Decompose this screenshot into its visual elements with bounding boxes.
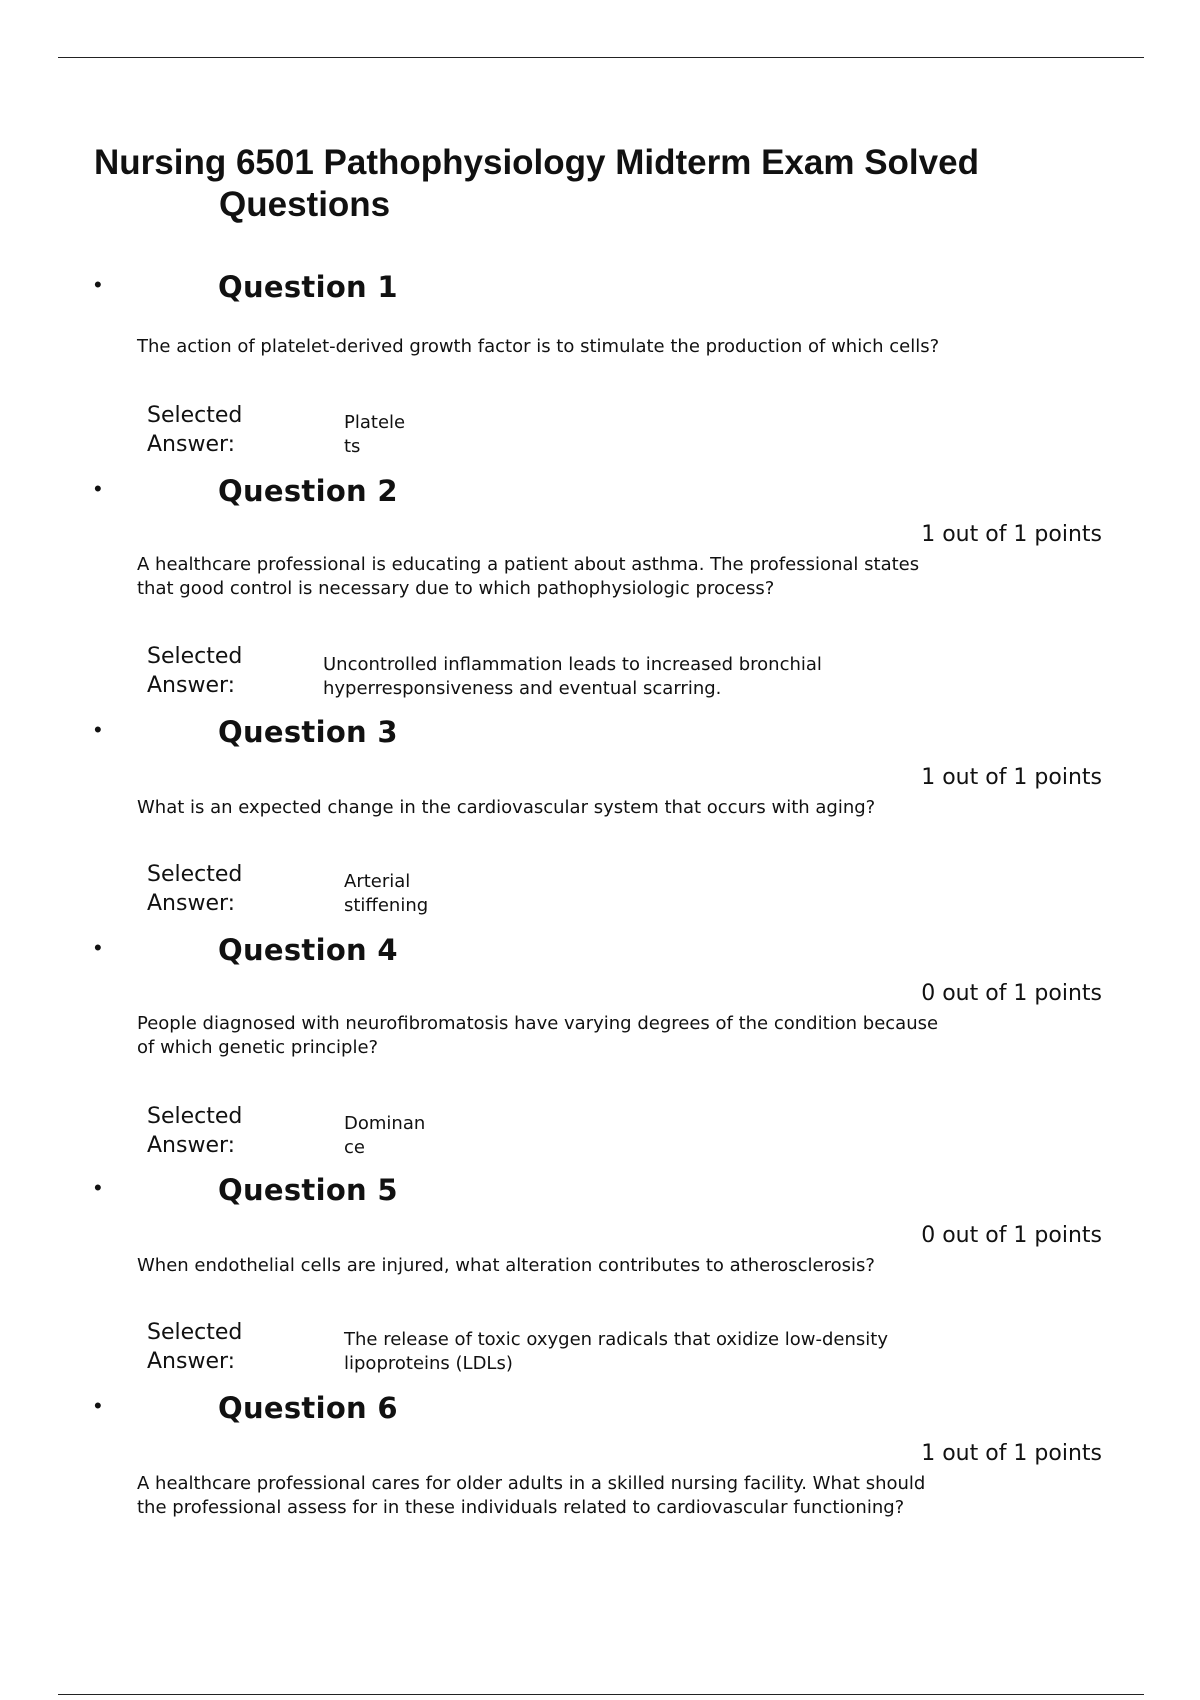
question-3-title: Question 3 <box>218 715 398 749</box>
question-3-text: What is an expected change in the cardiovascular system that occurs with aging? <box>137 797 876 818</box>
question-5-selected-label: Selected Answer: <box>147 1320 243 1374</box>
page-title-line-1: Nursing 6501 Pathophysiology Midterm Exam Solved <box>94 143 979 182</box>
question-6-points: 1 out of 1 points <box>921 1441 1102 1466</box>
question-1-selected-label: Selected Answer: <box>147 403 243 457</box>
question-2-selected-label: Selected Answer: <box>147 644 243 698</box>
page-title-line-2: Questions <box>219 185 391 224</box>
question-5-selected-answer: The release of toxic oxygen radicals that oxidize low-density lipoproteins (LDLs) <box>344 1329 888 1374</box>
question-1-selected-answer: Platele ts <box>344 412 406 457</box>
bullet: • <box>94 272 102 297</box>
question-2-text: A healthcare professional is educating a patient about asthma. The professional states that good control is necessary due to which pathophysiologic process? <box>137 554 920 599</box>
question-5-title: Question 5 <box>218 1173 398 1207</box>
bullet: • <box>94 1175 102 1200</box>
question-3-selected-answer: Arterial stiffening <box>344 871 429 916</box>
bullet: • <box>94 717 102 742</box>
question-1-title: Question 1 <box>218 270 398 304</box>
question-5-points: 0 out of 1 points <box>921 1223 1102 1248</box>
question-3-selected-label: Selected Answer: <box>147 862 243 916</box>
question-4-selected-answer: Dominan ce <box>344 1113 426 1158</box>
question-6-text: A healthcare professional cares for older adults in a skilled nursing facility. What should the professional assess for in these individuals related to cardiovascular functioning? <box>137 1473 926 1518</box>
question-2-title: Question 2 <box>218 474 398 508</box>
question-3-points: 1 out of 1 points <box>921 765 1102 790</box>
bullet: • <box>94 935 102 960</box>
bottom-rule <box>58 1694 1144 1695</box>
bullet: • <box>94 476 102 501</box>
question-4-selected-label: Selected Answer: <box>147 1104 243 1158</box>
question-4-text: People diagnosed with neurofibromatosis have varying degrees of the condition because of which genetic principle? <box>137 1013 939 1058</box>
question-4-points: 0 out of 1 points <box>921 981 1102 1006</box>
bullet: • <box>94 1393 102 1418</box>
question-2-selected-answer: Uncontrolled inflammation leads to increased bronchial hyperresponsiveness and eventual scarring. <box>323 654 822 699</box>
question-4-title: Question 4 <box>218 933 398 967</box>
question-2-points: 1 out of 1 points <box>921 522 1102 547</box>
top-rule <box>58 57 1144 58</box>
question-5-text: When endothelial cells are injured, what alteration contributes to atherosclerosis? <box>137 1255 875 1276</box>
question-6-title: Question 6 <box>218 1391 398 1425</box>
question-1-text: The action of platelet-derived growth factor is to stimulate the production of which cells? <box>137 336 940 357</box>
page-title <box>94 142 1094 226</box>
